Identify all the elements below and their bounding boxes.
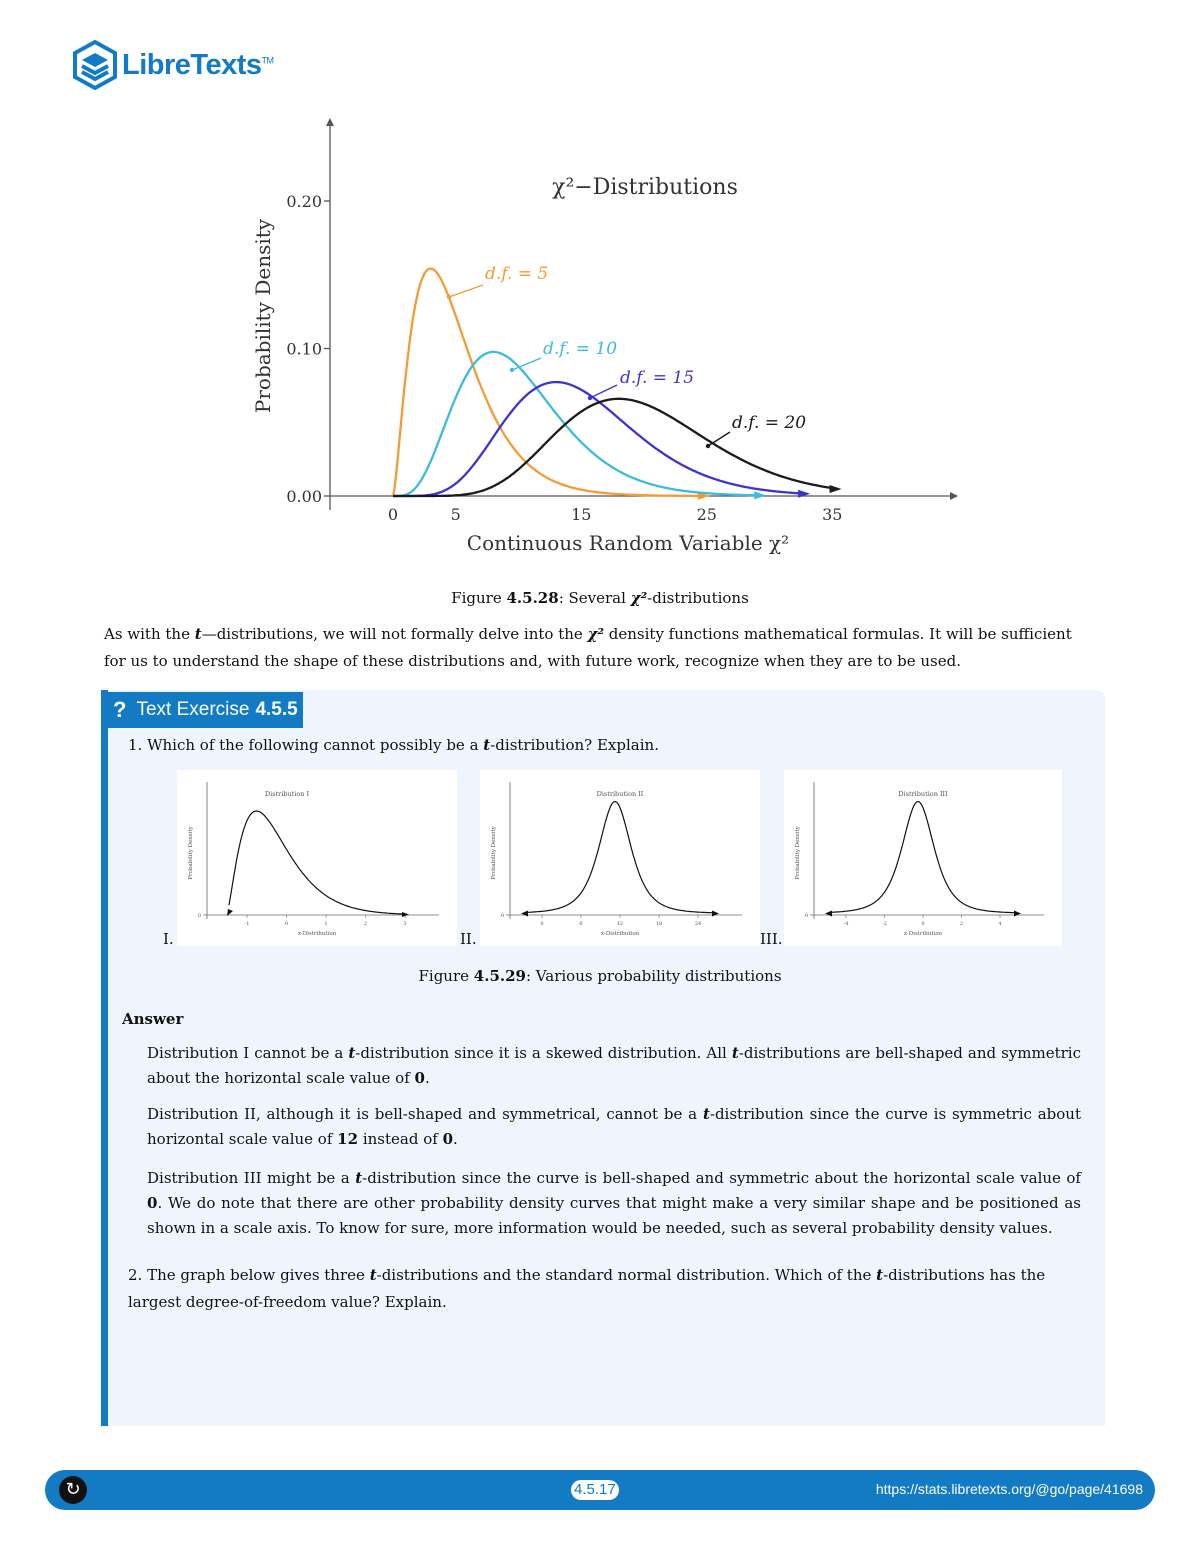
x-axis-title: Continuous Random Variable χ² — [466, 531, 790, 555]
series-arrowhead-df10 — [754, 491, 766, 499]
chi-square-chart — [230, 110, 970, 570]
exercise-number: 4.5.5 — [255, 699, 298, 720]
mini-x-label: x-Distribution — [903, 931, 943, 937]
mini-origin-label: 0 — [500, 913, 504, 919]
label-pointer-tip-df20 — [706, 444, 710, 448]
answer-paragraph-3: Distribution III might be a t-distribution since the curve is bell-shaped and symmetric about the horizontal scale value of 0. We do note that there are other probability density curves that might make a very similar shape and be positioned as shown in a scale axis. To know for sure, more information would be needed, such as several probability density values. — [147, 1169, 1081, 1237]
mini-x-label: x-Distribution — [600, 931, 640, 937]
mini-tick-label: 0 — [284, 921, 289, 927]
mini-curve — [528, 802, 712, 913]
series-label-df15: d.f. = 15 — [620, 368, 695, 388]
series-label-df5: d.f. = 5 — [485, 264, 549, 284]
x-tick-label: 15 — [571, 505, 592, 524]
mini-tick-label: 18 — [655, 921, 663, 927]
mini-tick-label: 24 — [694, 921, 702, 927]
y-axis-arrow — [326, 118, 334, 126]
label-pointer-tip-df5 — [447, 295, 451, 299]
label-pointer-tip-df10 — [510, 368, 514, 372]
mini-tick-label: 12 — [616, 921, 624, 927]
mini-tick-label: -2 — [882, 921, 887, 927]
label-pointer-df20 — [708, 432, 730, 446]
mini-curve — [229, 811, 402, 914]
mini-curve — [832, 802, 1014, 913]
roman-label-iii: III. — [760, 930, 783, 948]
answer-paragraph-2: Distribution II, although it is bell-shaped and symmetrical, cannot be a t-distribution since the curve is symmetric about horizontal scale value of 12 instead of 0. — [147, 1105, 1081, 1148]
question-2: 2. The graph below gives three t-distributions and the standard normal distribution. Which of the t-distributions has the largest degree-of-freedom value? Explain. — [128, 1266, 1046, 1311]
page-number-badge[interactable]: 4.5.17 — [571, 1480, 619, 1500]
y-tick-label: 0.10 — [286, 339, 322, 359]
answer-heading[interactable]: Answer — [122, 1010, 184, 1028]
distribution-ii-chart — [480, 770, 760, 946]
mini-right-arrow — [402, 912, 409, 917]
refresh-icon[interactable]: ↻ — [59, 1476, 87, 1504]
x-tick-label: 5 — [450, 505, 461, 524]
mini-tick-label: 2 — [363, 921, 368, 927]
x-tick-label: 0 — [387, 505, 399, 524]
label-pointer-df5 — [449, 285, 483, 297]
mini-tick-label: 4 — [998, 921, 1002, 927]
y-axis-title: Probability Density — [251, 218, 275, 414]
roman-label-i: I. — [163, 930, 174, 948]
t-symbol: t — [194, 625, 202, 643]
question-1: 1. Which of the following cannot possibly be a t-distribution? Explain. — [128, 736, 659, 754]
mini-left-arrow — [521, 911, 528, 917]
figure-caption-1: Figure 4.5.28: Several χ²-distributions — [451, 589, 749, 607]
mini-tick-label: 0 — [540, 921, 544, 927]
exercise-title: Text Exercise — [136, 699, 250, 720]
logo-text: LibreTexts™ — [122, 48, 274, 81]
y-tick-label: 0.00 — [286, 487, 322, 506]
distribution-i-chart — [177, 770, 457, 946]
mini-title: Distribution I — [264, 790, 310, 798]
exercise-header — [101, 692, 303, 728]
series-arrowhead-df20 — [830, 485, 842, 493]
page-url-link[interactable]: https://stats.libretexts.org/@go/page/41698 — [875, 1481, 1143, 1497]
chart-title: χ²−Distributions — [552, 175, 738, 200]
mini-tick-label: 2 — [959, 921, 964, 927]
question-icon: ? — [113, 697, 127, 722]
mini-tick-label: 3 — [403, 921, 407, 927]
label-pointer-df15 — [590, 385, 617, 398]
mini-right-arrow — [1014, 911, 1021, 917]
mini-title: Distribution III — [898, 790, 948, 798]
mini-left-arrow — [825, 911, 832, 917]
mini-tick-label: 1 — [324, 921, 328, 927]
mini-right-arrow — [712, 911, 719, 917]
mini-y-label: Probability Density — [795, 826, 801, 880]
libretexts-logo-icon — [72, 40, 118, 90]
mini-y-label: Probability Density — [491, 826, 497, 880]
roman-label-ii: II. — [460, 930, 477, 948]
chi-symbol: χ² — [630, 589, 648, 607]
y-tick-label: 0.20 — [286, 192, 322, 211]
mini-tick-label: 6 — [579, 921, 583, 927]
distribution-iii-chart — [784, 770, 1062, 946]
label-pointer-tip-df15 — [588, 396, 592, 400]
mini-origin-label: 0 — [197, 913, 201, 919]
series-label-df10: d.f. = 10 — [543, 339, 618, 359]
x-tick-label: 25 — [696, 505, 717, 524]
series-label-df20: d.f. = 20 — [732, 413, 807, 433]
x-axis-arrow — [950, 492, 958, 500]
series-line-df10 — [393, 352, 762, 496]
x-tick-label: 35 — [822, 505, 843, 524]
intro-paragraph: As with the t—distributions, we will not formally delve into the χ² density functions mathematical formulas. It will be sufficient for us to understand the shape of these distributions and, with future work, recognize when they are to be used. — [104, 625, 1072, 670]
chi-symbol: χ² — [587, 625, 604, 643]
mini-tick-label: 0 — [921, 921, 925, 927]
logo-trademark: TM — [261, 54, 274, 65]
answer-paragraph-1: Distribution I cannot be a t-distribution since it is a skewed distribution. All t-distributions are bell-shaped and symmetric about the horizontal scale value of 0. — [147, 1044, 1081, 1087]
mini-x-label: x-Distribution — [297, 931, 337, 937]
figure-caption-2: Figure 4.5.29: Various probability distributions — [418, 967, 782, 985]
mini-tick-label: -1 — [244, 921, 250, 927]
page-footer — [45, 1470, 1155, 1510]
mini-tick-label: -4 — [843, 921, 849, 927]
figure-number: 4.5.28 — [506, 589, 559, 607]
mini-origin-label: 0 — [804, 913, 808, 919]
libretexts-logo[interactable] — [72, 40, 274, 90]
mini-y-label: Probability Density — [188, 826, 194, 880]
mini-title: Distribution II — [596, 790, 644, 798]
